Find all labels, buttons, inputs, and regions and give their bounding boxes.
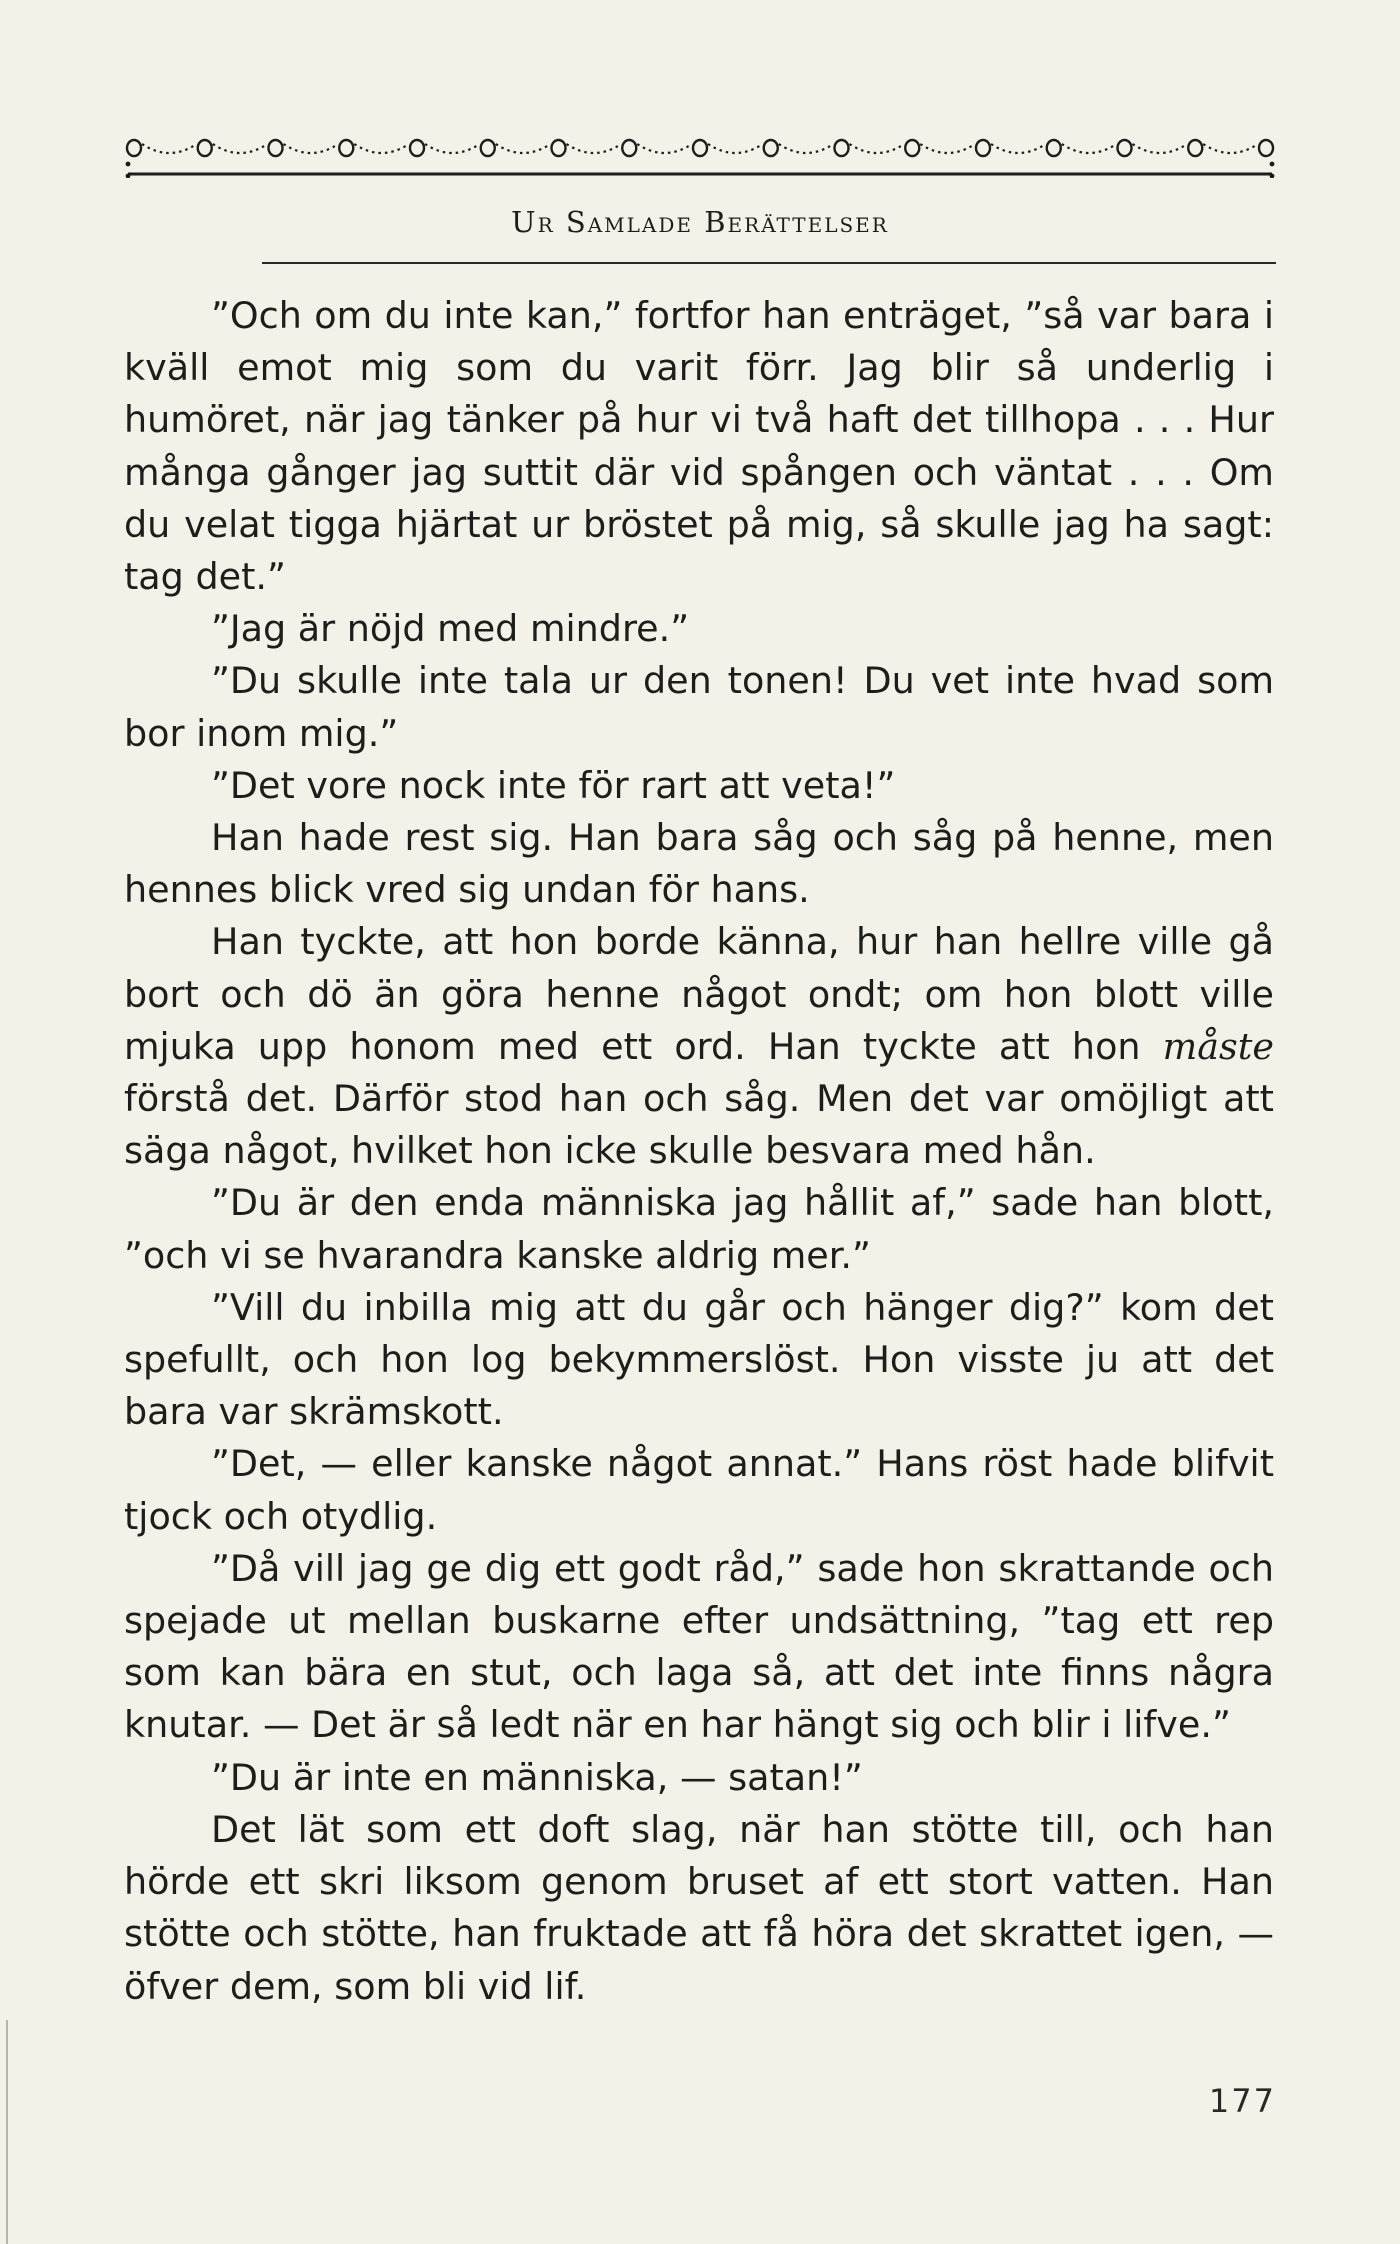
paragraph: ”Det vore nock inte för rart att veta!” [211,763,896,807]
ornament-chain-icon [124,128,1276,178]
page-number: 177 [1208,2082,1276,2120]
paragraph: ”Du är inte en människa, — satan!” [211,1755,863,1799]
ornamental-header-border [124,128,1276,178]
paragraph: ”Och om du inte kan,” fortfor han enträget, ”så var bara i kväll emot mig som du varit förr. Jag blir så underlig i humöret, när jag tänker på hur vi två haft det tillhopa . . . Hur många gånger jag suttit där vid spången och väntat . . . Om du velat tigga hjärtat ur bröstet på mig, så skulle jag ha sagt: tag det.” [124,294,1274,599]
body-text [124,290,1274,2013]
paragraph: ”Vill du inbilla mig att du går och hänger dig?” kom det spefullt, och hon log bekymmerslöst. Hon visste ju att det bara var skrämskott. [124,1285,1274,1434]
running-head-rule [262,262,1276,264]
paragraph: Han tyckte, att hon borde känna, hur han hellre ville gå bort och dö än göra henne något ondt; om hon blott ville mjuka upp honom med ett ord. Han tyckte att hon måste förstå det. Därför stod han och såg. Men det var omöjligt att säga något, hvilket hon icke skulle besvara med hån. [124,920,1274,1173]
paragraph: ”Det, — eller kanske något annat.” Hans röst hade blifvit tjock och otydlig. [124,1442,1274,1538]
page-edge-line [6,2020,8,2244]
paragraph: Det lät som ett doft slag, när han stötte till, och han hörde ett skri liksom genom bruset af ett stort vatten. Han stötte och stötte, han fruktade att få höra det skrattet igen, — öfver dem, som bli vid lif. [124,1807,1274,2008]
paragraph: ”Jag är nöjd med mindre.” [211,607,690,651]
paragraph: ”Då vill jag ge dig ett godt råd,” sade hon skrattande och spejade ut mellan buskarne efter undsättning, ”tag ett rep som kan bära en stut, och laga så, att det inte finns några knutar. — Det är så ledt när en har hängt sig och blir i lifve.” [124,1546,1274,1747]
paragraph: ”Du skulle inte tala ur den tonen! Du vet inte hvad som bor inom mig.” [124,659,1274,755]
running-head: Ur Samlade Berättelser [511,205,889,239]
paragraph: ”Du är den enda människa jag hållit af,” sade han blott, ”och vi se hvarandra kanske aldrig mer.” [124,1181,1274,1277]
paragraph: Han hade rest sig. Han bara såg och såg på henne, men hennes blick vred sig undan för hans. [124,816,1274,912]
emphasis: måste [1162,1024,1274,1068]
